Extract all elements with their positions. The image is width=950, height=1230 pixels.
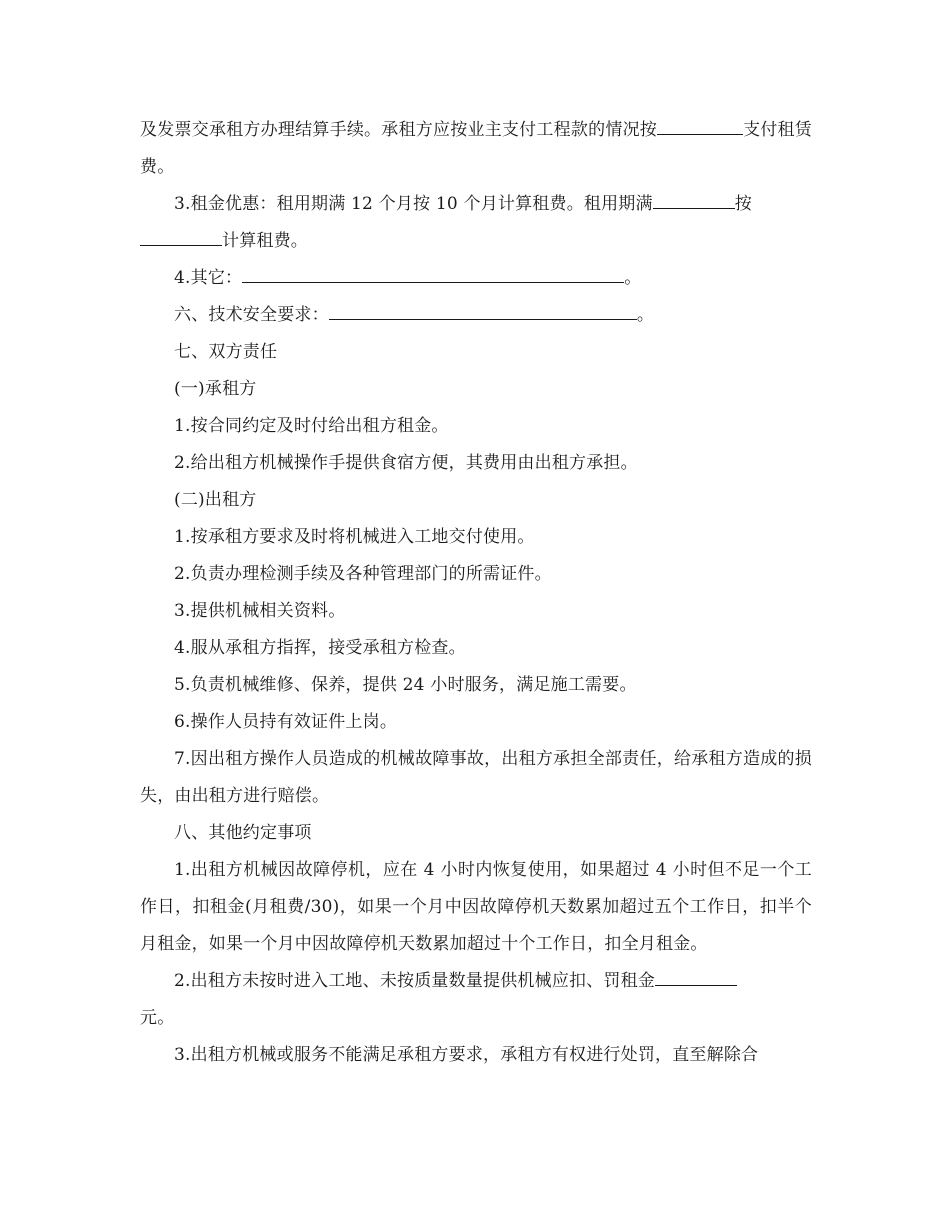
section-seven-heading: 七、双方责任 bbox=[174, 342, 278, 362]
lessor-clause-7: 7.因出租方操作人员造成的机械故障事故，出租方承担全部责任，给承租方造成的损失，由出租方进行赔偿。 bbox=[140, 749, 812, 806]
section-six-heading bbox=[140, 297, 812, 334]
rent-discount-by: 按 bbox=[734, 194, 752, 214]
other-clause-1: 1.出租方机械因故障停机，应在 4 小时内恢复使用，如果超过 4 小时但不足一个工作日，扣租金(月租费/30)，如果一个月中因故障停机天数累加超过五个工作日，扣半个月租金，如果一个月中因故障停机天数累加超过十个工作日，扣全月租金。 bbox=[140, 860, 812, 954]
lessor-clause-4: 4.服从承租方指挥，接受承租方检查。 bbox=[174, 638, 466, 658]
rent-discount-end: 计算租费。 bbox=[222, 231, 308, 251]
document-body bbox=[140, 112, 812, 1074]
section-eight-heading: 八、其他约定事项 bbox=[174, 823, 312, 843]
other-blank[interactable] bbox=[242, 260, 624, 283]
paragraph-rent-discount bbox=[140, 186, 812, 260]
safety-requirements-blank[interactable] bbox=[329, 297, 637, 320]
settlement-text-end: 支付租赁费。 bbox=[140, 120, 812, 177]
rental-period-blank[interactable] bbox=[653, 186, 735, 209]
other-label: 4.其它： bbox=[174, 268, 243, 288]
lessor-clause-2: 2.负责办理检测手续及各种管理部门的所需证件。 bbox=[174, 564, 552, 584]
safety-end: 。 bbox=[636, 305, 655, 325]
other-end: 。 bbox=[624, 268, 642, 288]
penalty-unit: 元。 bbox=[140, 1008, 175, 1028]
lessee-clause-1: 1.按合同约定及时付给出租方租金。 bbox=[174, 416, 449, 436]
lessor-clause-6: 6.操作人员持有效证件上岗。 bbox=[174, 712, 398, 732]
rent-discount-text: 3.租金优惠：租用期满 12 个月按 10 个月计算租费。租用期满 bbox=[174, 194, 653, 214]
lessee-clause-2: 2.给出租方机械操作手提供食宿方便，其费用由出租方承担。 bbox=[174, 453, 638, 473]
settlement-text: 及发票交承租方办理结算手续。承租方应按业主支付工程款的情况按 bbox=[140, 120, 658, 140]
lessor-clause-1: 1.按承租方要求及时将机械进入工地交付使用。 bbox=[174, 527, 535, 547]
lessor-clause-5: 5.负责机械维修、保养，提供 24 小时服务，满足施工需要。 bbox=[174, 675, 637, 695]
paragraph-settlement bbox=[140, 112, 812, 186]
safety-label: 六、技术安全要求： bbox=[174, 305, 329, 325]
other-clause-3: 3.出租方机械或服务不能满足承租方要求，承租方有权进行处罚，直至解除合 bbox=[174, 1045, 759, 1065]
other-clause-2 bbox=[140, 963, 812, 1037]
paragraph-other bbox=[140, 260, 812, 297]
payment-method-blank[interactable] bbox=[657, 112, 743, 135]
penalty-amount-blank[interactable] bbox=[655, 963, 737, 986]
lessor-clause-3: 3.提供机械相关资料。 bbox=[174, 601, 346, 621]
rental-calc-blank[interactable] bbox=[140, 223, 222, 246]
lessee-subheading: (一)承租方 bbox=[174, 379, 257, 399]
lessor-subheading: (二)出租方 bbox=[174, 490, 257, 510]
penalty-text: 2.出租方未按时进入工地、未按质量数量提供机械应扣、罚租金 bbox=[174, 971, 656, 991]
